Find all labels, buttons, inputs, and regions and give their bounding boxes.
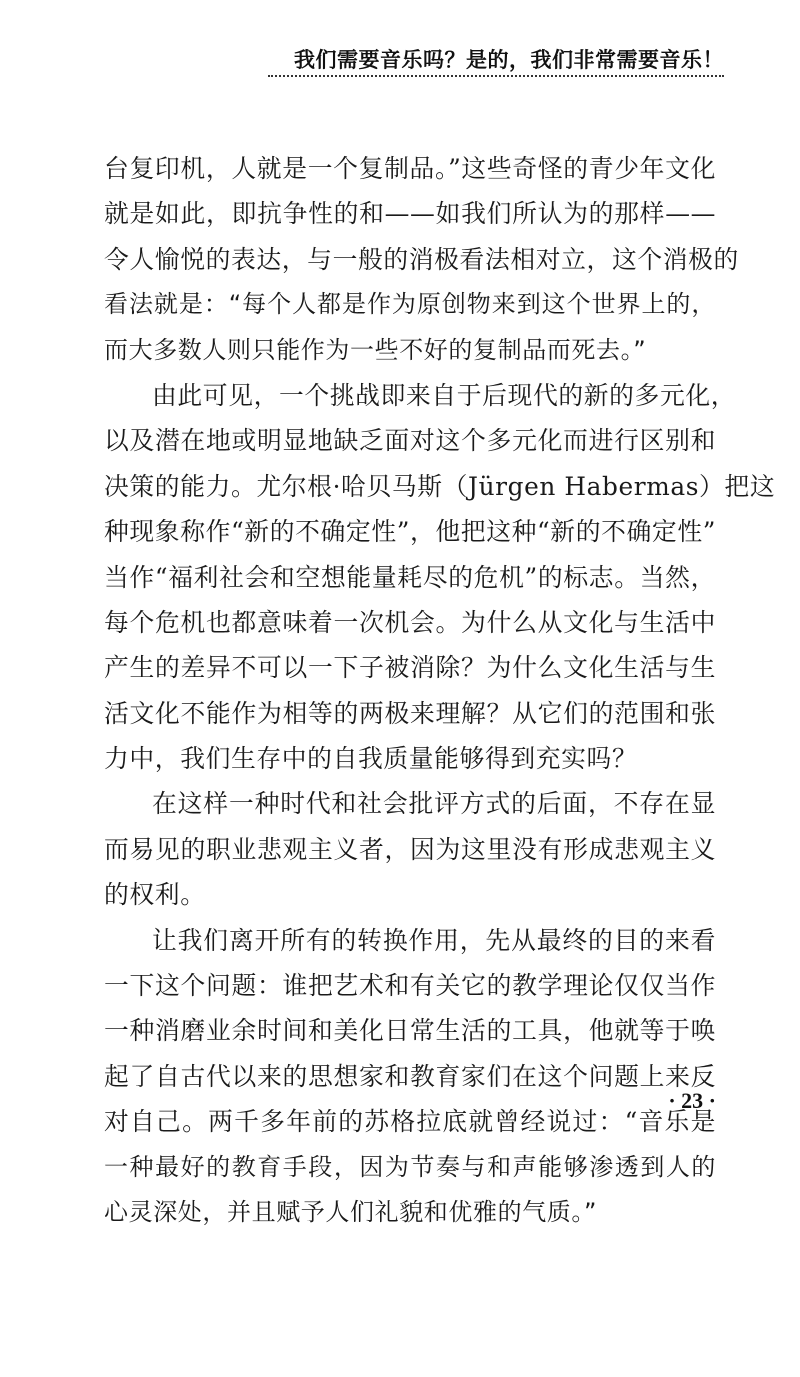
text-line: 产生的差异不可以一下子被消除？为什么文化生活与生 bbox=[104, 653, 716, 683]
text-line: 起了自古代以来的思想家和教育家们在这个问题上来反 bbox=[104, 1061, 716, 1091]
text-line: 对自己。两千多年前的苏格拉底就曾经说过：“音乐是 bbox=[104, 1107, 716, 1137]
text-line: 令人愉悦的表达，与一般的消极看法相对立，这个消极的 bbox=[104, 244, 739, 274]
text-line: 而大多数人则只能作为一些不好的复制品而死去。” bbox=[104, 335, 647, 364]
running-header: 我们需要音乐吗？是的，我们非常需要音乐！ bbox=[294, 48, 724, 72]
text-line: 台复印机，人就是一个复制品。”这些奇怪的青少年文化 bbox=[104, 154, 716, 183]
page-number: · 23 · bbox=[668, 1088, 716, 1113]
text-line: 看法就是：“每个人都是作为原创物来到这个世界上的， bbox=[104, 290, 716, 319]
body-text bbox=[104, 146, 776, 1235]
header-dotted-rule bbox=[268, 75, 724, 77]
text-line: 就是如此，即抗争性的和——如我们所认为的那样—— bbox=[104, 199, 716, 229]
text-line: 的权利。 bbox=[104, 880, 206, 910]
text-line: 一种消磨业余时间和美化日常生活的工具，他就等于唤 bbox=[104, 1016, 716, 1046]
text-line: 当作“福利社会和空想能量耗尽的危机”的标志。当然， bbox=[104, 562, 716, 592]
text-line: 以及潜在地或明显地缺乏面对这个多元化而进行区别和 bbox=[104, 426, 716, 456]
text-line: 由此可见，一个挑战即来自于后现代的新的多元化， bbox=[152, 380, 737, 410]
text-line: 每个危机也都意味着一次机会。为什么从文化与生活中 bbox=[104, 607, 716, 637]
text-line: 而易见的职业悲观主义者，因为这里没有形成悲观主义 bbox=[104, 834, 716, 864]
text-line: 一种最好的教育手段，因为节奏与和声能够渗透到人的 bbox=[104, 1152, 716, 1181]
text-line: 在这样一种时代和社会批评方式的后面，不存在显 bbox=[152, 789, 716, 819]
text-line: 力中，我们生存中的自我质量能够得到充实吗？ bbox=[104, 744, 638, 774]
text-line: 让我们离开所有的转换作用，先从最终的目的来看 bbox=[152, 925, 716, 955]
text-line: 心灵深处，并且赋予人们礼貌和优雅的气质。” bbox=[104, 1197, 598, 1226]
text-line: 一下这个问题：谁把艺术和有关它的教学理论仅仅当作 bbox=[104, 971, 716, 1001]
text-line: 种现象称作“新的不确定性”，他把这种“新的不确定性” bbox=[104, 517, 716, 547]
text-line: 活文化不能作为相等的两极来理解？从它们的范围和张 bbox=[104, 698, 716, 728]
text-line: 决策的能力。尤尔根·哈贝马斯（Jürgen Habermas）把这 bbox=[104, 471, 776, 501]
